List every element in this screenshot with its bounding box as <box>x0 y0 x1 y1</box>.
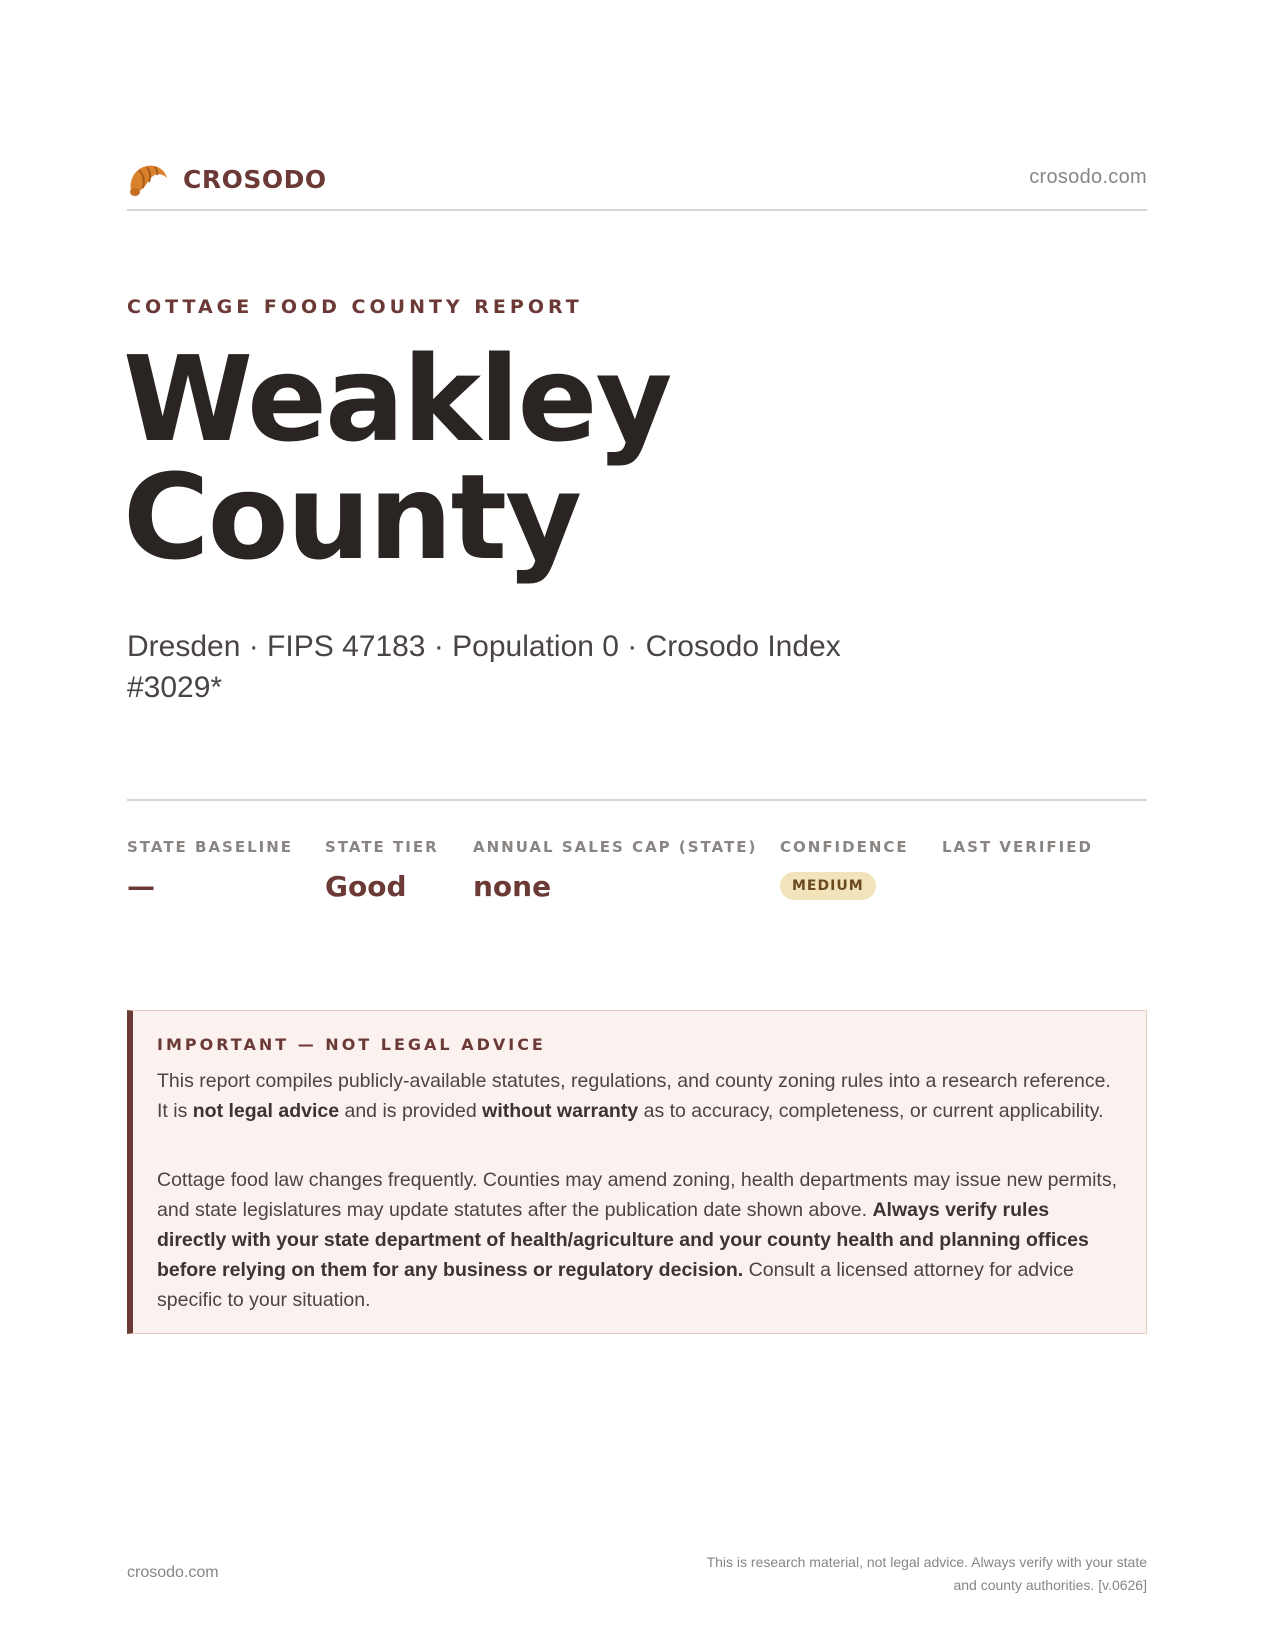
stat-value: Good <box>325 870 407 903</box>
report-page <box>123 0 1147 1650</box>
stat-annual-sales-cap <box>473 838 757 904</box>
notice-text: and is provided <box>339 1100 483 1122</box>
footer-line: and county authorities. [v.0626] <box>953 1577 1147 1593</box>
header-divider <box>127 209 1147 211</box>
notice-paragraph-1 <box>157 1066 1117 1126</box>
page-header <box>127 160 1147 210</box>
stat-value: none <box>473 870 552 903</box>
notice-emphasis: Always verify rules directly with your state department of health/agriculture and your county health and planning offices before relying on them for any business or regulatory decision. <box>157 1199 1089 1281</box>
stats-divider <box>127 799 1147 801</box>
notice-emphasis: without warranty <box>482 1100 639 1122</box>
stat-label: CONFIDENCE <box>780 838 909 856</box>
notice-emphasis: not legal advice <box>192 1100 340 1122</box>
header-url[interactable]: crosodo.com <box>1029 166 1147 188</box>
confidence-badge: MEDIUM <box>780 872 876 900</box>
county-subtitle: Dresden · FIPS 47183 · Population 0 · Crosodo Index #3029* <box>127 630 841 704</box>
footer-url[interactable]: crosodo.com <box>127 1564 219 1581</box>
notice-text: Cottage food law changes frequently. Counties may amend zoning, health departments may issue new permits, and state legislatures may update statutes after the publication date shown above. <box>157 1169 1117 1221</box>
notice-title: IMPORTANT — NOT LEGAL ADVICE <box>157 1035 546 1054</box>
stat-last-verified <box>942 838 1093 870</box>
stat-value: — <box>127 870 155 903</box>
stat-label: STATE BASELINE <box>127 838 294 856</box>
brand-name: CROSODO <box>183 164 327 194</box>
brand[interactable] <box>127 160 327 198</box>
notice-text: Consult a licensed attorney for advice specific to your situation. <box>157 1259 1074 1311</box>
legal-notice <box>127 1010 1147 1334</box>
stat-confidence <box>780 838 909 900</box>
stat-label: ANNUAL SALES CAP (STATE) <box>473 838 758 856</box>
county-title: Weakley County <box>123 330 671 586</box>
stat-state-tier <box>325 838 439 904</box>
footer-disclaimer <box>627 1551 1147 1597</box>
stat-state-baseline <box>127 838 293 904</box>
croissant-icon <box>127 160 169 198</box>
notice-text: as to accuracy, completeness, or current applicability. <box>638 1100 1104 1122</box>
footer-line: This is research material, not legal advice. Always verify with your state <box>706 1554 1147 1570</box>
notice-paragraph-2 <box>157 1165 1117 1315</box>
notice-text: This report compiles publicly-available statutes, regulations, and county zoning rules into a research reference. It is <box>157 1070 1111 1122</box>
stat-label: LAST VERIFIED <box>942 838 1093 856</box>
stat-label: STATE TIER <box>325 838 439 856</box>
report-eyebrow: COTTAGE FOOD COUNTY REPORT <box>127 296 583 318</box>
